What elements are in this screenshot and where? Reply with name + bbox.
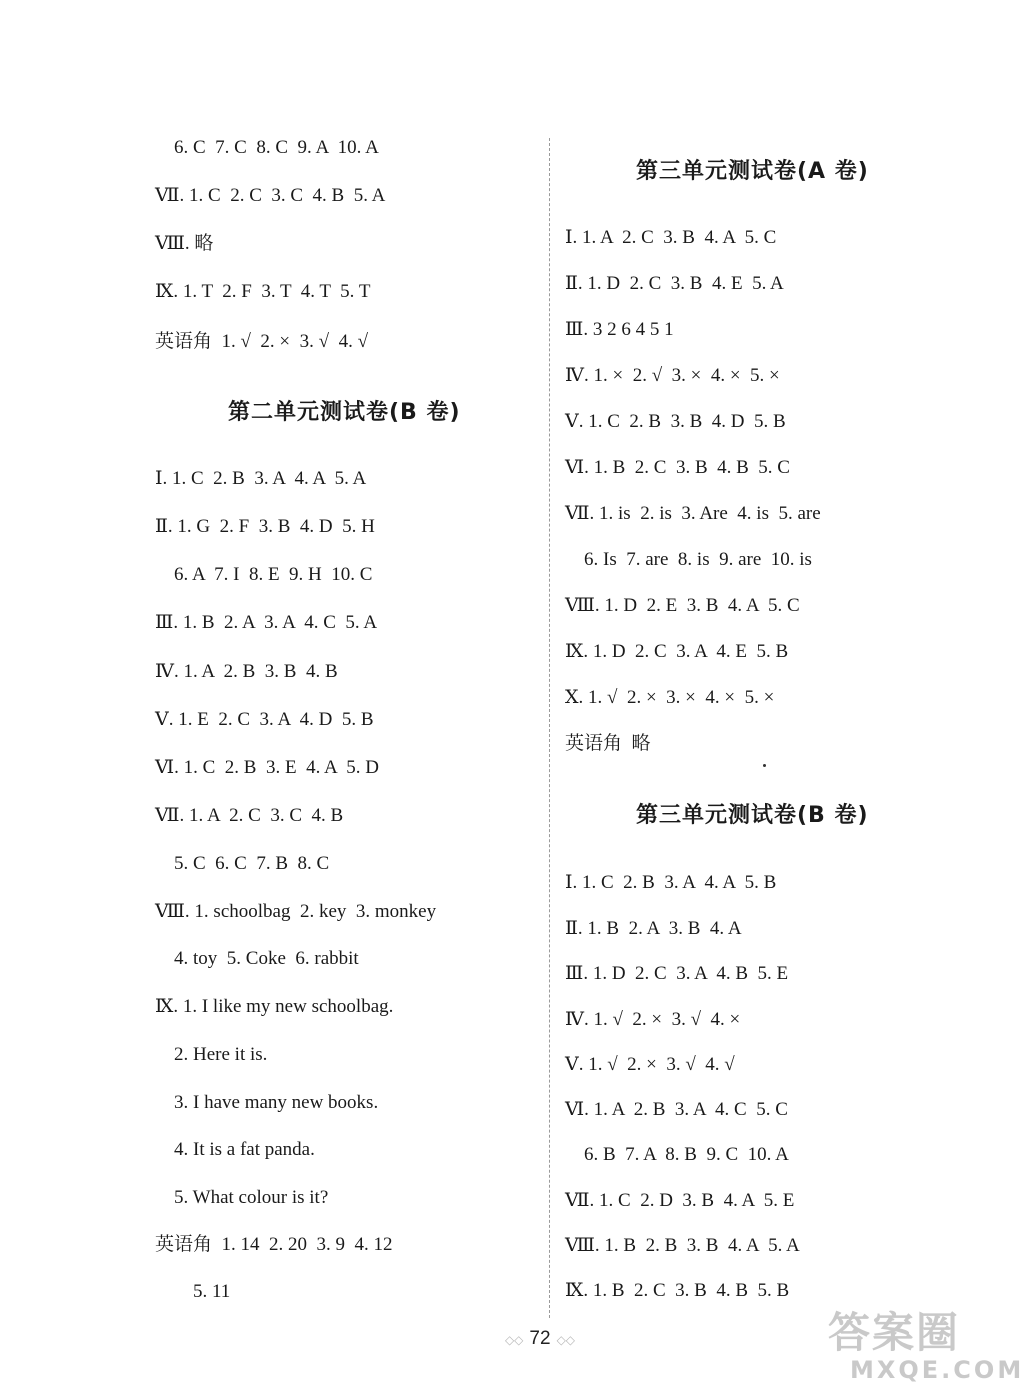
answer-line: 6. B 7. A 8. B 9. C 10. A: [565, 1144, 789, 1165]
answer-line: 6. C 7. C 8. C 9. A 10. A: [155, 137, 379, 158]
site-watermark: [828, 1300, 1024, 1392]
answer-line: Ⅷ. 1. D 2. E 3. B 4. A 5. C: [565, 595, 800, 616]
answer-line: Ⅵ. 1. C 2. B 3. E 4. A 5. D: [155, 757, 379, 778]
answer-line: Ⅱ. 1. D 2. C 3. B 4. E 5. A: [565, 273, 784, 294]
answer-line: Ⅶ. 1. is 2. is 3. Are 4. is 5. are: [565, 503, 821, 524]
answer-line: Ⅸ. 1. T 2. F 3. T 4. T 5. T: [155, 281, 371, 302]
section-title: 第三单元测试卷(B 卷): [636, 803, 869, 828]
answer-line: Ⅵ. 1. A 2. B 3. A 4. C 5. C: [565, 1099, 788, 1120]
answer-line: Ⅲ. 3 2 6 4 5 1: [565, 319, 674, 340]
answer-line: Ⅱ. 1. G 2. F 3. B 4. D 5. H: [155, 516, 375, 537]
answer-line: 6. A 7. I 8. E 9. H 10. C: [155, 564, 373, 585]
answer-line: Ⅵ. 1. B 2. C 3. B 4. B 5. C: [565, 457, 790, 478]
ink-speck: [763, 764, 766, 767]
answer-line: 5. 11: [155, 1281, 231, 1302]
watermark-url: MXQE.COM: [850, 1356, 1024, 1384]
answer-line: Ⅷ. 略: [155, 233, 214, 254]
answer-line: Ⅲ. 1. B 2. A 3. A 4. C 5. A: [155, 612, 378, 633]
answer-line: 5. What colour is it?: [155, 1187, 329, 1208]
answer-line: 4. It is a fat panda.: [155, 1139, 315, 1160]
watermark-logo-text: 答案圈: [828, 1308, 961, 1357]
answer-line: Ⅸ. 1. B 2. C 3. B 4. B 5. B: [565, 1280, 790, 1301]
page-number-text: 72: [529, 1328, 551, 1349]
answer-line: 2. Here it is.: [155, 1044, 268, 1065]
answer-line: Ⅴ. 1. E 2. C 3. A 4. D 5. B: [155, 709, 374, 730]
answer-line: Ⅹ. 1. √ 2. × 3. × 4. × 5. ×: [565, 687, 775, 708]
answer-line: Ⅴ. 1. C 2. B 3. B 4. D 5. B: [565, 411, 786, 432]
answer-line: Ⅲ. 1. D 2. C 3. A 4. B 5. E: [565, 963, 789, 984]
column-divider: [549, 138, 550, 1318]
page-number: [470, 1328, 610, 1350]
answer-line: Ⅶ. 1. C 2. D 3. B 4. A 5. E: [565, 1190, 795, 1211]
answer-line: Ⅷ. 1. schoolbag 2. key 3. monkey: [155, 901, 437, 922]
answer-line: Ⅸ. 1. I like my new schoolbag.: [155, 996, 394, 1017]
ornament-right: ◇◇: [556, 1333, 576, 1347]
answer-line: Ⅶ. 1. A 2. C 3. C 4. B: [155, 805, 344, 826]
answer-line: Ⅰ. 1. C 2. B 3. A 4. A 5. B: [565, 872, 777, 893]
answer-line: Ⅸ. 1. D 2. C 3. A 4. E 5. B: [565, 641, 789, 662]
answer-line: Ⅳ. 1. A 2. B 3. B 4. B: [155, 661, 338, 682]
answer-line: 4. toy 5. Coke 6. rabbit: [155, 948, 359, 969]
answer-line: 英语角 1. √ 2. × 3. √ 4. √: [155, 331, 368, 352]
answer-line: Ⅰ. 1. C 2. B 3. A 4. A 5. A: [155, 468, 367, 489]
answer-line: Ⅴ. 1. √ 2. × 3. √ 4. √: [565, 1054, 735, 1075]
answer-line: 6. Is 7. are 8. is 9. are 10. is: [565, 549, 812, 570]
answer-line: 英语角 略: [565, 733, 651, 754]
answer-line: Ⅳ. 1. × 2. √ 3. × 4. × 5. ×: [565, 365, 780, 386]
answer-line: Ⅳ. 1. √ 2. × 3. √ 4. ×: [565, 1009, 741, 1030]
answer-line: Ⅶ. 1. C 2. C 3. C 4. B 5. A: [155, 185, 386, 206]
answer-line: 5. C 6. C 7. B 8. C: [155, 853, 330, 874]
ornament-left: ◇◇: [504, 1333, 524, 1347]
answer-line: Ⅰ. 1. A 2. C 3. B 4. A 5. C: [565, 227, 777, 248]
section-title: 第三单元测试卷(A 卷): [636, 159, 869, 184]
section-title: 第二单元测试卷(B 卷): [228, 400, 461, 425]
answer-line: Ⅷ. 1. B 2. B 3. B 4. A 5. A: [565, 1235, 800, 1256]
answer-line: 3. I have many new books.: [155, 1092, 379, 1113]
answer-line: 英语角 1. 14 2. 20 3. 9 4. 12: [155, 1234, 393, 1255]
answer-line: Ⅱ. 1. B 2. A 3. B 4. A: [565, 918, 742, 939]
